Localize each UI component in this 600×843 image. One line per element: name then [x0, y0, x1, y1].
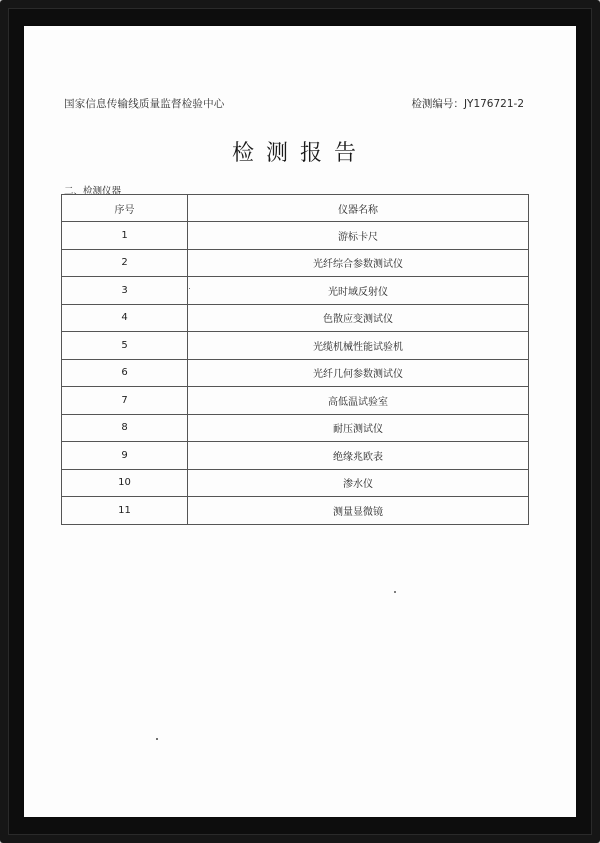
serial-no-cell: 1: [62, 222, 188, 250]
table-row: [62, 304, 529, 332]
organization-name: 国家信息传输线质量监督检验中心: [64, 98, 225, 110]
instrument-name-cell: 光纤几何参数测试仪: [188, 359, 529, 387]
table-row: [62, 414, 529, 442]
instrument-name-cell: 绝缘兆欧表: [188, 442, 529, 470]
header-instrument-name: 仪器名称: [188, 195, 529, 222]
instrument-name-cell: 耐压测试仪: [188, 414, 529, 442]
instrument-name-cell: 渗水仪: [188, 469, 529, 497]
report-number-value: JY176721-2: [463, 98, 524, 110]
serial-no-cell: 9: [62, 442, 188, 470]
serial-no-cell: 3: [62, 277, 188, 305]
table-row: [62, 249, 529, 277]
instrument-name-cell: 色散应变测试仪: [188, 304, 529, 332]
report-number-label: 检测编号：: [411, 98, 464, 110]
scan-speck: [394, 591, 396, 593]
section-heading: 二、检测仪器: [64, 186, 122, 197]
table-row: [62, 222, 529, 250]
report-page: [24, 26, 576, 817]
serial-no-cell: 5: [62, 332, 188, 360]
table-row: [62, 387, 529, 415]
serial-no-cell: 11: [62, 497, 188, 525]
serial-no-cell: 7: [62, 387, 188, 415]
instrument-name-cell: 游标卡尺: [188, 222, 529, 250]
serial-no-cell: 10: [62, 469, 188, 497]
instrument-table: [61, 194, 529, 525]
scan-speck: [156, 738, 158, 740]
scan-speck: [189, 288, 190, 289]
serial-no-cell: 8: [62, 414, 188, 442]
table-row: [62, 332, 529, 360]
table-row: [62, 277, 529, 305]
instrument-name-cell: 光纤综合参数测试仪: [188, 249, 529, 277]
table-row: [62, 359, 529, 387]
serial-no-cell: 4: [62, 304, 188, 332]
instrument-name-cell: 高低温试验室: [188, 387, 529, 415]
table-row: [62, 469, 529, 497]
instrument-name-cell: 测量显微镜: [188, 497, 529, 525]
table-row: [62, 497, 529, 525]
table-row: [62, 442, 529, 470]
instrument-name-cell: 光缆机械性能试验机: [188, 332, 529, 360]
report-number: [411, 96, 524, 111]
serial-no-cell: 2: [62, 249, 188, 277]
header-serial-no: 序号: [62, 195, 188, 222]
serial-no-cell: 6: [62, 359, 188, 387]
instrument-name-cell: 光时域反射仪: [188, 277, 529, 305]
page-title: 检测报告: [231, 141, 368, 166]
table-header-row: [62, 195, 529, 222]
